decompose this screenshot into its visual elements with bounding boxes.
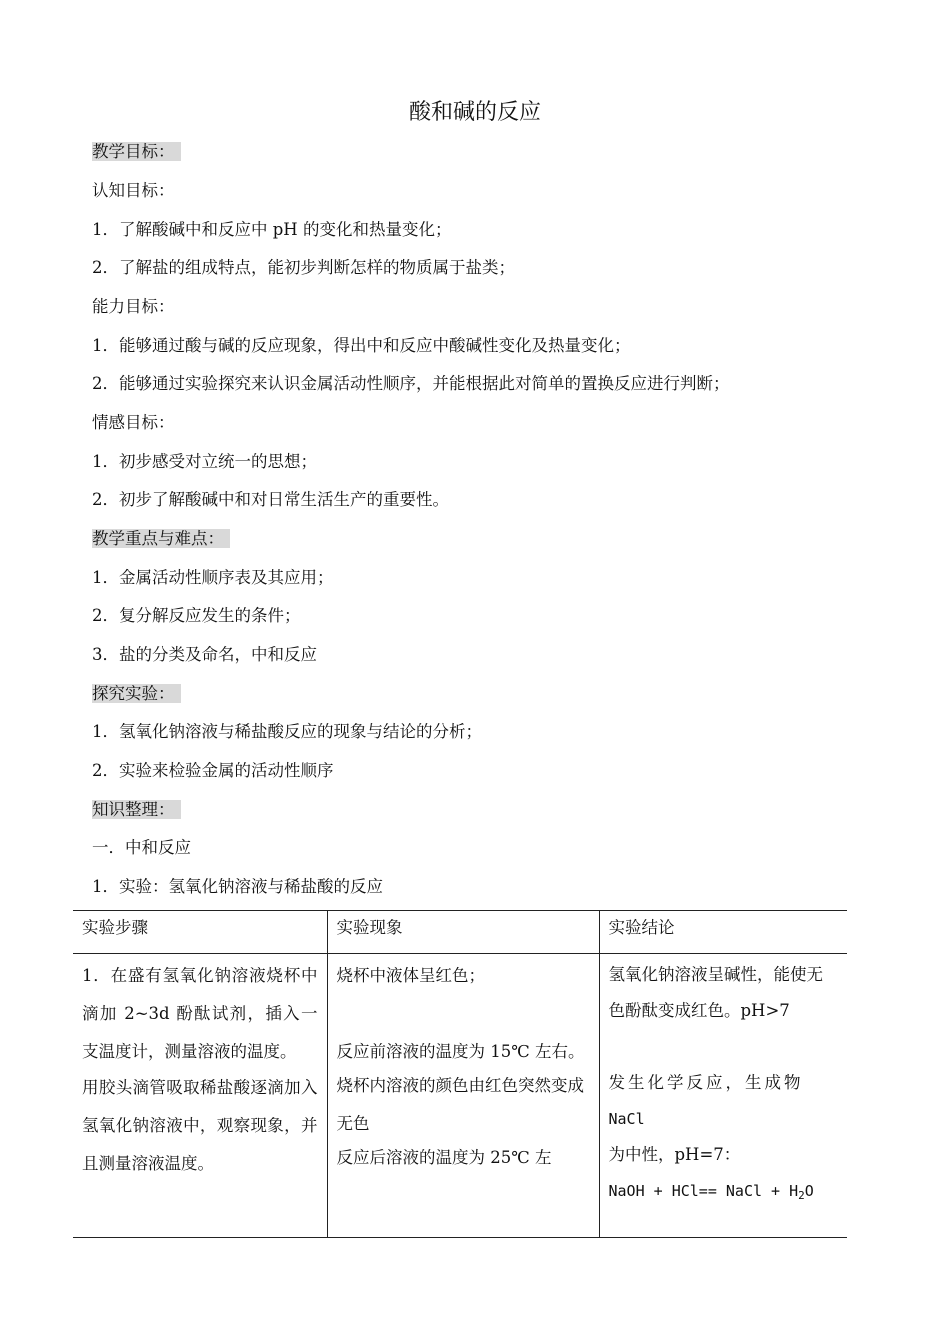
emotion-item-1: 1．初步感受对立统一的思想； bbox=[92, 452, 317, 471]
ability-item-1: 1．能够通过酸与碱的反应现象，得出中和反应中酸碱性变化及热量变化； bbox=[92, 336, 631, 355]
key-point-1: 1．金属活动性顺序表及其应用； bbox=[92, 568, 334, 587]
equation-subscript: 2 bbox=[798, 1189, 805, 1202]
conclusion-1: 氢氧化钠溶液呈碱性，能使无色酚酞变成红色。pH>7 bbox=[608, 965, 823, 1020]
table-row bbox=[73, 954, 847, 1238]
step-text-1: 1．在盛有氢氧化钠溶液烧杯中滴加 2~3d 酚酞试剂，插入一支温度计，测量溶液的温度。 bbox=[82, 966, 318, 1061]
page-title: 酸和碱的反应 bbox=[408, 100, 541, 125]
key-point-3: 3．盐的分类及命名，中和反应 bbox=[92, 645, 317, 664]
key-point-2: 2．复分解反应发生的条件； bbox=[92, 606, 301, 625]
step-text-2: 用胶头滴管吸取稀盐酸逐滴加入氢氧化钠溶液中，观察现象，并且测量溶液温度。 bbox=[82, 1078, 318, 1173]
observations-cell bbox=[327, 954, 599, 1238]
table-header-observations: 实验现象 bbox=[327, 911, 599, 954]
conclusion-2: 发生化学反应，生成物 bbox=[608, 1073, 804, 1092]
table-header-conclusions: 实验结论 bbox=[599, 911, 847, 954]
knowledge-item-2: 1．实验：氢氧化钠溶液与稀盐酸的反应 bbox=[92, 877, 383, 896]
cognitive-heading: 认知目标： bbox=[92, 181, 175, 200]
observation-2: 反应前溶液的温度为 15℃ 左右。 bbox=[336, 1042, 585, 1061]
observation-4: 反应后溶液的温度为 25℃ 左 bbox=[336, 1148, 552, 1167]
observation-1: 烧杯中液体呈红色； bbox=[336, 966, 485, 985]
table-header-steps: 实验步骤 bbox=[73, 911, 327, 954]
cognitive-item-1: 1．了解酸碱中和反应中 pH 的变化和热量变化； bbox=[92, 220, 452, 239]
experiment-item-1: 1．氢氧化钠溶液与稀盐酸反应的现象与结论的分析； bbox=[92, 722, 482, 741]
table-header-row bbox=[73, 911, 847, 954]
steps-cell bbox=[73, 954, 327, 1238]
key-points-heading-label: 教学重点与难点： bbox=[92, 529, 230, 548]
experiment-item-2: 2．实验来检验金属的活动性顺序 bbox=[92, 761, 334, 780]
emotion-item-2: 2．初步了解酸碱中和对日常生活生产的重要性。 bbox=[92, 490, 449, 509]
conclusion-equation bbox=[609, 1173, 839, 1209]
section-heading-objectives bbox=[92, 139, 181, 165]
cognitive-item-2: 2．了解盐的组成特点，能初步判断怎样的物质属于盐类； bbox=[92, 258, 515, 277]
observation-3: 烧杯内溶液的颜色由红色突然变成无色 bbox=[336, 1076, 584, 1133]
section-heading-key-points bbox=[92, 526, 230, 552]
emotion-heading: 情感目标： bbox=[92, 413, 175, 432]
ability-heading: 能力目标： bbox=[92, 297, 175, 316]
conclusion-4: 为中性，pH=7： bbox=[608, 1145, 741, 1164]
conclusion-3: NaCl bbox=[608, 1110, 645, 1128]
knowledge-heading-label: 知识整理： bbox=[92, 800, 181, 819]
equation-main: NaOH + HCl== NaCl + H bbox=[608, 1182, 799, 1200]
experiment-table bbox=[73, 910, 847, 1238]
section-heading-experiments bbox=[92, 681, 181, 707]
equation-tail: O bbox=[804, 1182, 814, 1200]
knowledge-item-1: 一．中和反应 bbox=[92, 838, 191, 857]
conclusions-cell bbox=[599, 954, 847, 1238]
objectives-heading-label: 教学目标： bbox=[92, 142, 181, 161]
experiments-heading-label: 探究实验： bbox=[92, 684, 181, 703]
section-heading-knowledge bbox=[92, 797, 181, 823]
ability-item-2: 2．能够通过实验探究来认识金属活动性顺序，并能根据此对简单的置换反应进行判断； bbox=[92, 374, 730, 393]
